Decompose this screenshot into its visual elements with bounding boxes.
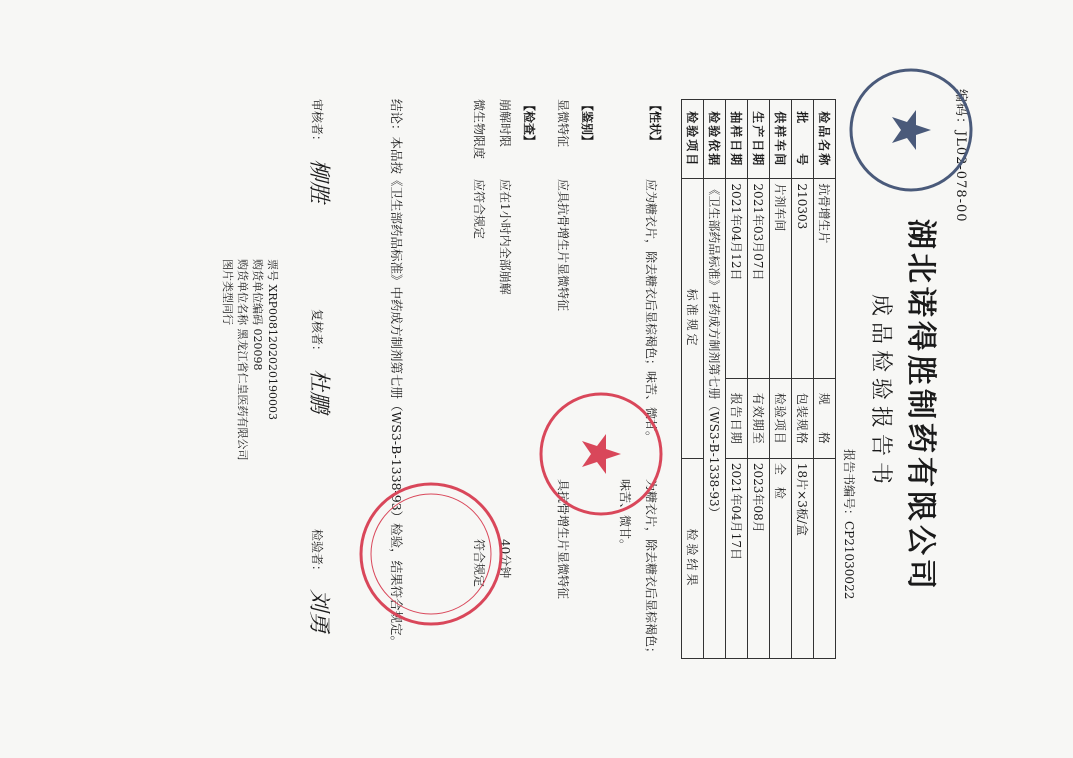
receiver-quality-stamp: [536, 389, 666, 519]
disintegration-result: 40分钟: [498, 539, 512, 579]
table-value: 2023年08月: [748, 458, 770, 658]
info-table: [681, 99, 836, 659]
checker-label: 复核者：: [310, 309, 324, 358]
reviewer-label: 审核者：: [310, 99, 324, 148]
table-value: 片剂车间: [770, 179, 792, 379]
table-label: 检品名称: [814, 100, 836, 179]
buyer-name: 购货单位名称 黑龙江省仁皇医药有限公司: [236, 259, 249, 461]
ticket-number: 票号 XRP0081202020190003: [266, 259, 279, 420]
table-label: 检验依据: [704, 100, 726, 179]
table-label: 批 号: [792, 100, 814, 179]
disintegration-label: 崩解时限: [498, 99, 512, 148]
microscope-label: 显微特征: [556, 99, 570, 148]
report-title: 成品检验报告书: [868, 294, 893, 491]
report-number: 报告书编号：CP21030022: [842, 449, 856, 600]
checker-signature: 杜鹏: [306, 369, 331, 414]
table-value: 《卫生部药品标准》中药成方制剂第七册（WS3-B-1338-93）: [704, 179, 726, 659]
table-value: [814, 458, 836, 658]
table-value: 2021年03月07日: [748, 179, 770, 379]
table-value: 18片×3板/盒: [792, 458, 814, 658]
table-row: [748, 100, 770, 659]
table-value: 2021年04月12日: [726, 179, 748, 379]
column-header-standard: 标准规定: [682, 179, 704, 458]
microbial-label: 微生物限度: [472, 99, 486, 160]
table-row: [814, 100, 836, 659]
inspection-report: [86, 59, 986, 699]
table-value: 全 检: [770, 458, 792, 658]
table-label: 有效期至: [748, 379, 770, 458]
table-label: 供样车间: [770, 100, 792, 179]
table-row: [726, 100, 748, 659]
table-label: 包装规格: [792, 379, 814, 458]
company-quality-stamp: [846, 65, 976, 195]
document-code: 编码：JL02-078-00: [953, 89, 968, 223]
microbial-result: 符合规定: [472, 539, 486, 588]
microscope-result: 具抗骨增生片显微特征: [556, 479, 570, 600]
table-label: 抽样日期: [726, 100, 748, 179]
conclusion: 结论：本品按《卫生部药品标准》中药成方制剂第七册（WS3-B-1338-93）检验，结果符合规定。: [389, 99, 404, 649]
table-value: 210303: [792, 179, 814, 379]
identification-heading: 【鉴别】: [580, 99, 594, 148]
table-row: [770, 100, 792, 659]
character-heading: 【性状】: [648, 99, 662, 148]
character-standard: 应为糖衣片，除去糖衣后显棕褐色；味苦、微甘。: [644, 179, 658, 444]
buyer-code: 购货单位编码 020098: [251, 259, 264, 371]
company-name: 湖北诺得胜制药有限公司: [903, 219, 938, 593]
table-label: 生产日期: [748, 100, 770, 179]
inspector-signature: 刘勇: [306, 589, 331, 634]
microbial-standard: 应符合规定: [472, 179, 486, 240]
column-header-result: 检验结果: [682, 458, 704, 658]
disintegration-standard: 应在1小时内全部崩解: [498, 179, 512, 295]
inspector-label: 检验者：: [310, 529, 324, 578]
table-value: 2021年04月17日: [726, 458, 748, 658]
table-label: 检验项目: [770, 379, 792, 458]
table-row: [704, 100, 726, 659]
column-header-item: 检验项目: [682, 100, 704, 179]
table-value: 抗骨增生片: [814, 179, 836, 379]
table-row: [682, 100, 704, 659]
stamp-2-svg: [536, 389, 666, 519]
character-result: 为糖衣片，除去糖衣后显棕褐色；味苦、微甘。: [618, 479, 658, 660]
table-label: 报告日期: [726, 379, 748, 458]
table-label: 规 格: [814, 379, 836, 458]
distributor-quality-stamp: [356, 479, 506, 629]
stamp-3-svg: [356, 479, 506, 629]
stamp-1-svg: [846, 65, 976, 195]
reviewer-signature: 柳胜: [306, 159, 331, 204]
microscope-standard: 应具抗骨增生片显微特征: [556, 179, 570, 312]
footer-note: 图片类型同行: [221, 259, 234, 325]
table-row: [792, 100, 814, 659]
check-heading: 【检查】: [522, 99, 536, 148]
